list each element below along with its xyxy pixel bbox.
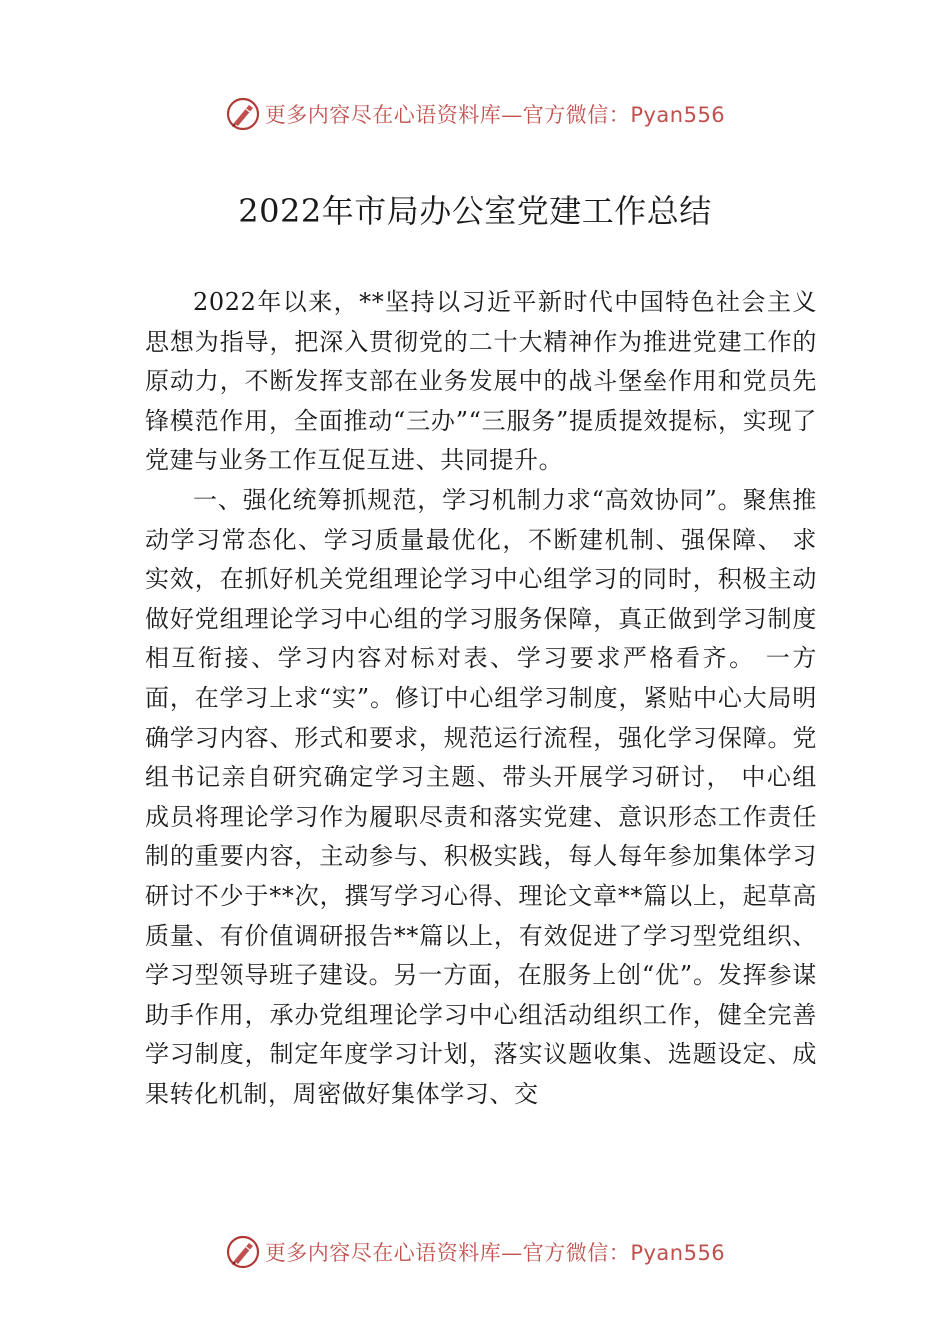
watermark-text: 更多内容尽在心语资料库—官方微信：Pyan556: [264, 1241, 726, 1265]
footer-watermark-banner: [0, 1232, 950, 1272]
paragraph-intro: 2022年以来，**坚持以习近平新时代中国特色社会主义思想为指导，把深入贯彻党的二十大精神作为推进党建工作的原动力，不断发挥支部在业务发展中的战斗堡垒作用和党员先锋模范作用，全面推动“三办”“三服务”提质提效提标，实现了党建与业务工作互促互进、共同提升。: [145, 288, 817, 475]
wechat-id: Pyan556: [630, 103, 726, 127]
document-title: 2022年市局办公室党建工作总结: [238, 192, 712, 230]
wechat-id: Pyan556: [630, 1241, 726, 1265]
paragraph-section-1: 一、强化统筹抓规范，学习机制力求“高效协同”。聚焦推动学习常态化、学习质量最优化，不断建机制、强保障、 求实效，在抓好机关党组理论学习中心组学习的同时，积极主动做好党组理论学习中心组的学习服务保障，真正做到学习制度相互衔接、学习内容对标对表、学习要求严格看齐。 一方面，在学习上求“实”。修订中心组学习制度，紧贴中心大局明确学习内容、形式和要求，规范运行流程，强化学习保障。党组书记亲自研究确定学习主题、带头开展学习研讨， 中心组成员将理论学习作为履职尽责和落实党建、意识形态工作责任制的重要内容，主动参与、积极实践，每人每年参加集体学习研讨不少于**次，撰写学习心得、理论文章**篇以上，起草高质量、有价值调研报告**篇以上，有效促进了学习型党组织、学习型领导班子建设。另一方面，在服务上创“优”。发挥参谋助手作用，承办党组理论学习中心组活动组织工作，健全完善学习制度，制定年度学习计划，落实议题收集、选题设定、成果转化机制，周密做好集体学习、交: [145, 485, 817, 1108]
pen-circle-logo-icon: [225, 1234, 261, 1270]
pen-circle-logo-icon: [225, 96, 261, 132]
header-watermark-banner: [0, 94, 950, 134]
watermark-text: 更多内容尽在心语资料库—官方微信：Pyan556: [264, 103, 726, 127]
document-body: [145, 283, 817, 1114]
